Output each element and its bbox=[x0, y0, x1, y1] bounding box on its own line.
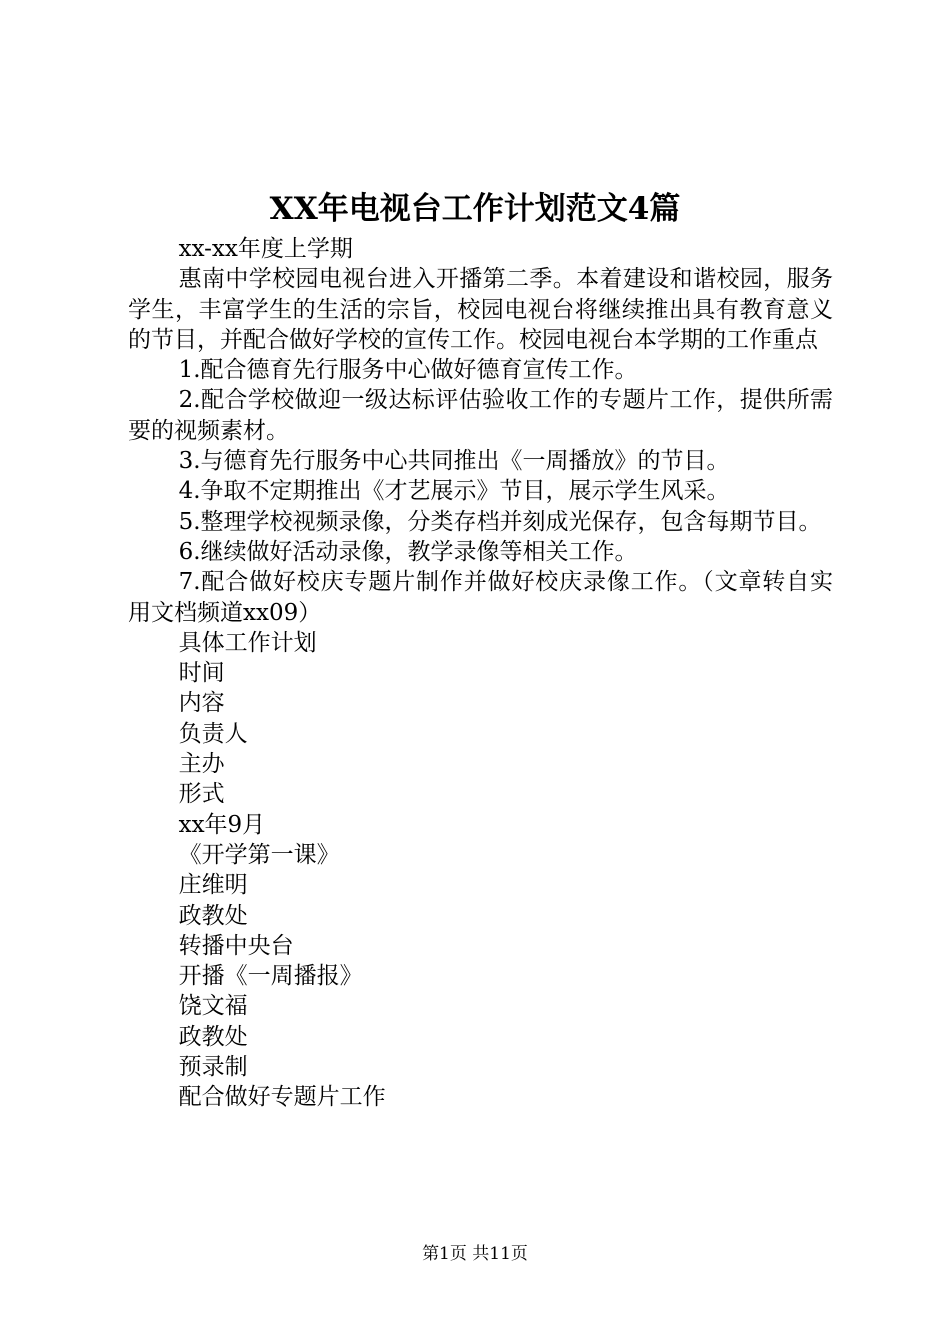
paragraph: 负责人 bbox=[178, 720, 248, 747]
paragraph: 内容 bbox=[178, 690, 225, 717]
paragraph: 7.配合做好校庆专题片制作并做好校庆录像工作。（文章转自实用文档频道xx09） bbox=[128, 569, 833, 626]
paragraph: 4.争取不定期推出《才艺展示》节目，展示学生风采。 bbox=[178, 478, 730, 505]
paragraph: 转播中央台 bbox=[178, 932, 294, 959]
paragraph: 1.配合德育先行服务中心做好德育宣传工作。 bbox=[178, 357, 638, 384]
paragraph: 政教处 bbox=[178, 1023, 248, 1050]
paragraph: 形式 bbox=[178, 781, 225, 808]
paragraph: 主办 bbox=[178, 751, 225, 778]
paragraph: 具体工作计划 bbox=[178, 629, 317, 656]
paragraph: 《开学第一课》 bbox=[178, 841, 340, 868]
paragraph: 5.整理学校视频录像，分类存档并刻成光保存，包含每期节目。 bbox=[178, 508, 822, 535]
document-title: XX年电视台工作计划范文4篇 bbox=[269, 191, 681, 227]
paragraph: 惠南中学校园电视台进入开播第二季。本着建设和谐校园，服务学生，丰富学生的生活的宗旨，校园电视台将继续推出具有教育意义的节目，并配合做好学校的宣传工作。校园电视台本学期的工作重点 bbox=[128, 266, 833, 353]
document-body bbox=[128, 234, 833, 1113]
paragraph: 饶文福 bbox=[178, 993, 248, 1020]
paragraph: 6.继续做好活动录像，教学录像等相关工作。 bbox=[178, 538, 638, 565]
paragraph: 2.配合学校做迎一级达标评估验收工作的专题片工作，提供所需要的视频素材。 bbox=[128, 387, 833, 444]
paragraph: 庄维明 bbox=[178, 872, 248, 899]
paragraph: 政教处 bbox=[178, 902, 248, 929]
paragraph: xx-xx年度上学期 bbox=[178, 236, 353, 262]
paragraph: 开播《一周播报》 bbox=[178, 963, 363, 990]
page-number-footer: 第1页 共11页 bbox=[422, 1244, 528, 1264]
paragraph: 配合做好专题片工作 bbox=[178, 1084, 386, 1111]
paragraph: 时间 bbox=[178, 660, 225, 687]
paragraph: 3.与德育先行服务中心共同推出《一周播放》的节目。 bbox=[178, 448, 730, 475]
paragraph: xx年9月 bbox=[178, 811, 266, 838]
paragraph: 预录制 bbox=[178, 1054, 248, 1081]
